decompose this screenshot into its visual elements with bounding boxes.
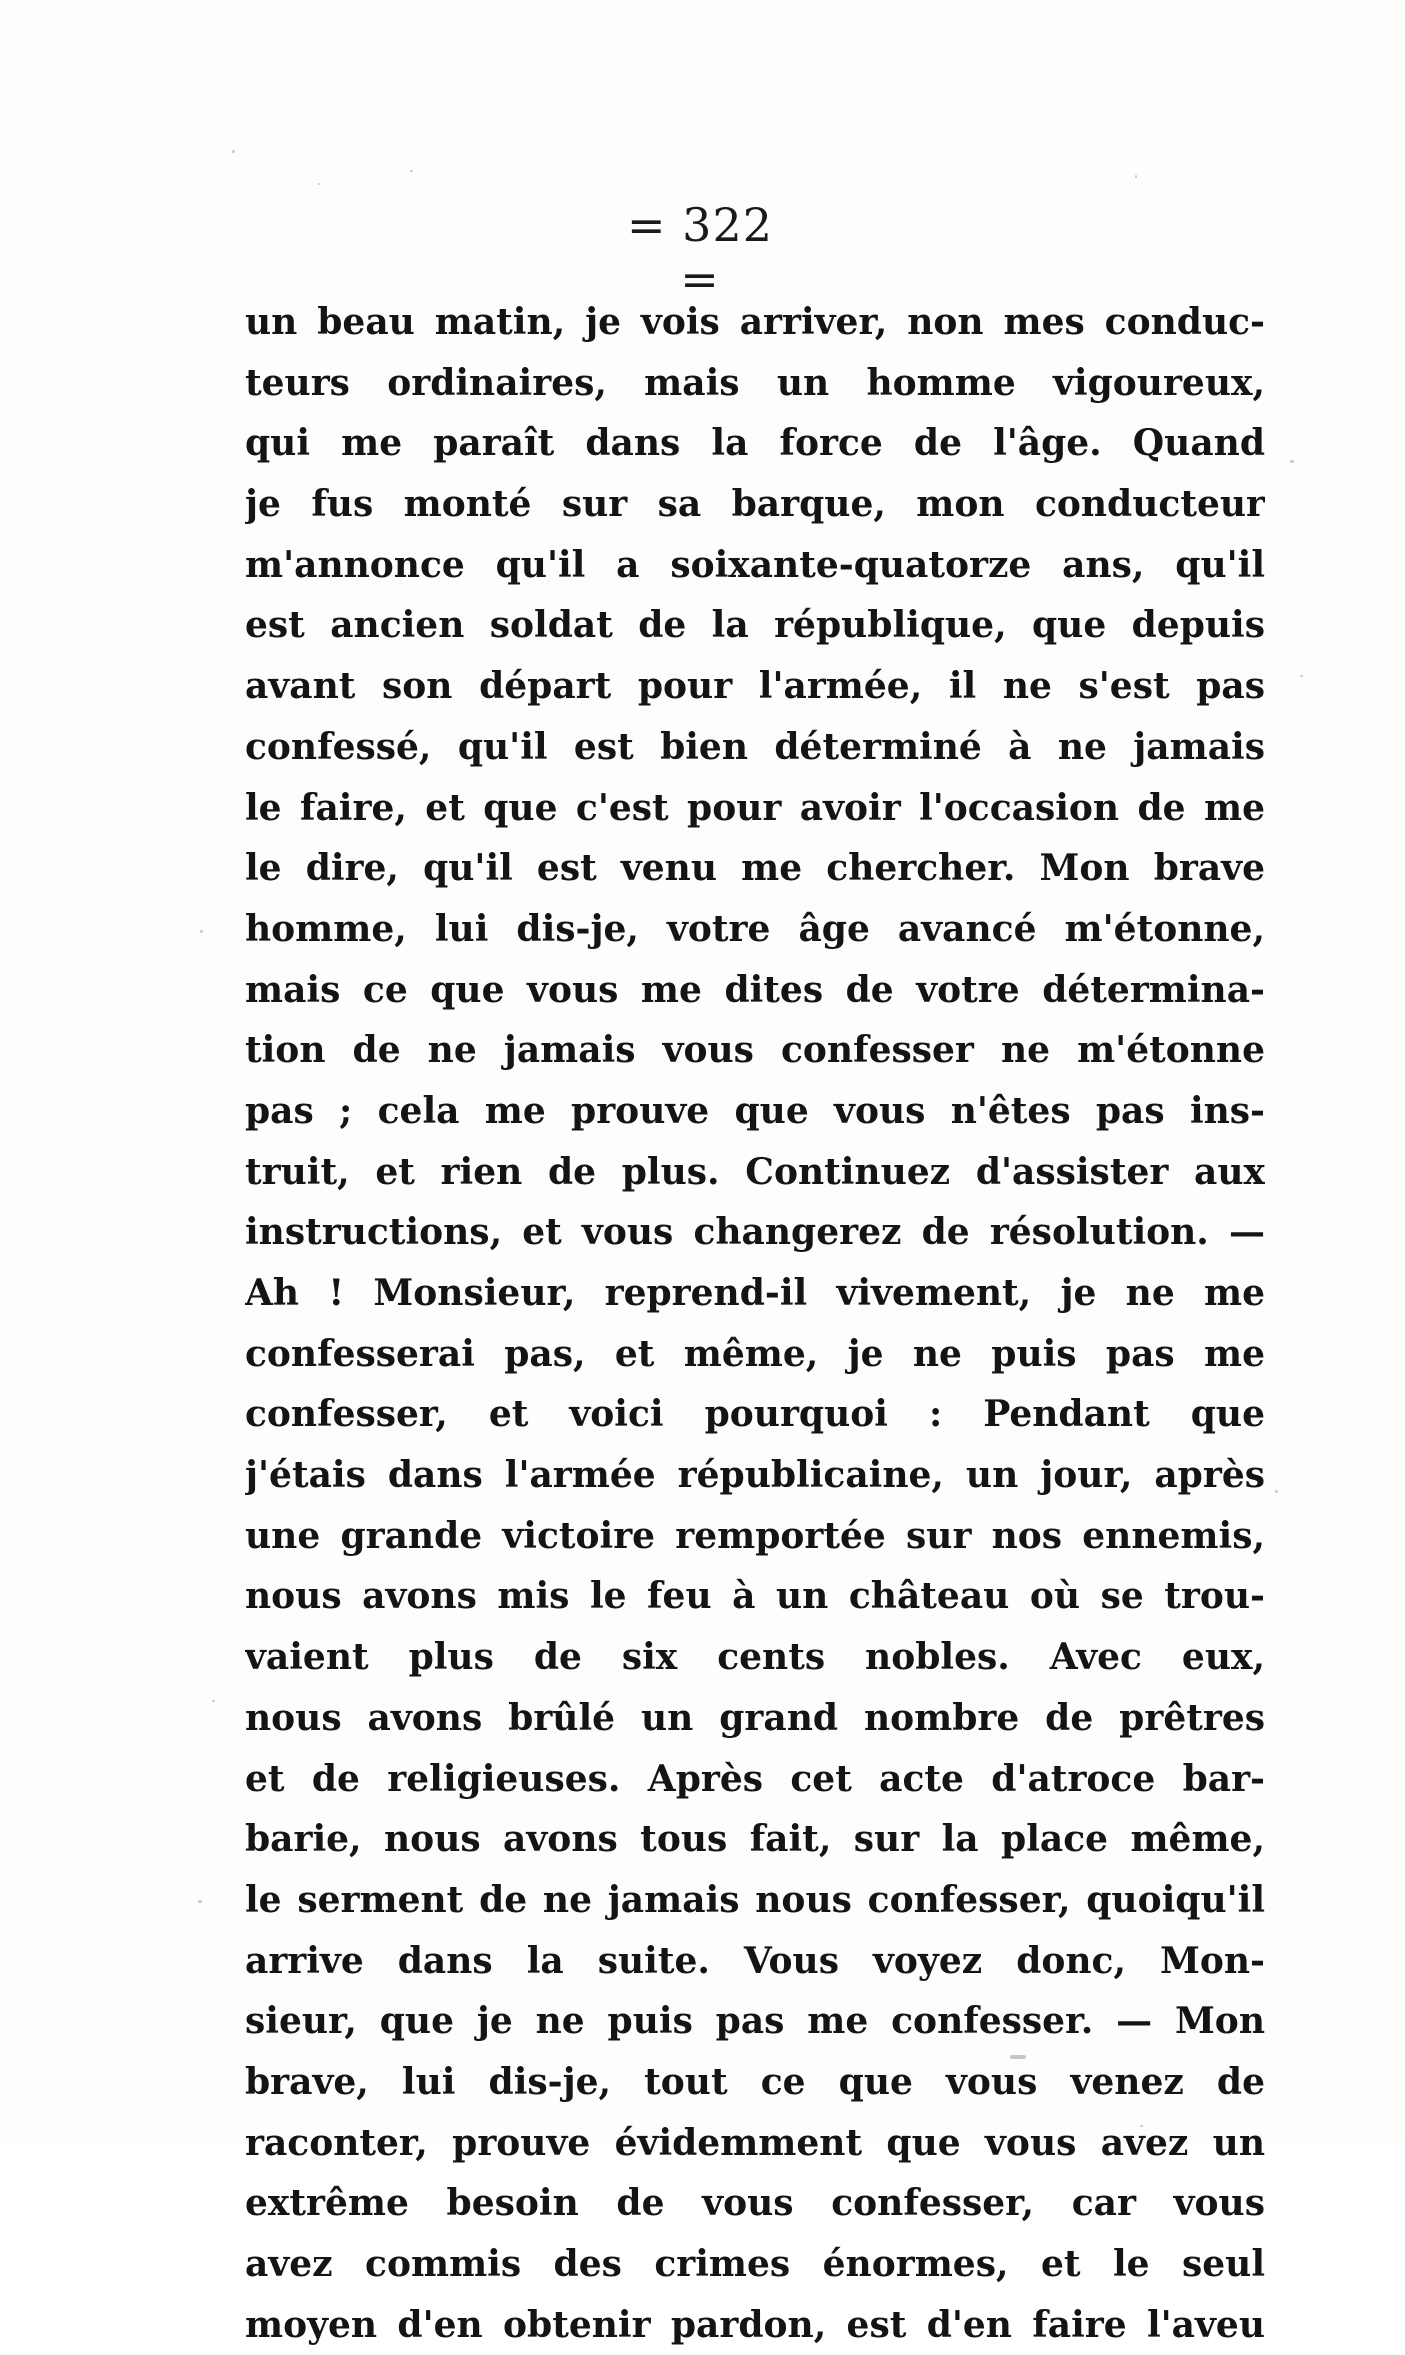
page-number: = 322 = [627,198,773,306]
text-line: teurs ordinaires, mais un homme vigoureux, [245,361,1265,404]
text-line: m'annonce qu'il a soixante-quatorze ans, qu'il [245,543,1265,586]
text-line: pas ; cela me prouve que vous n'êtes pas ins- [245,1089,1265,1132]
text-line: le dire, qu'il est venu me chercher. Mon brave [245,847,1265,890]
text-line: le serment de ne jamais nous confesser, quoiqu'il [245,1878,1265,1921]
speckle [1300,675,1303,677]
text-line: qui me paraît dans la force de l'âge. Quand [245,422,1265,465]
text-line: Ah ! Monsieur, reprend-il vivement, je ne me [245,1272,1265,1314]
speckle [212,1700,215,1702]
text-line: raconter, prouve évidemment que vous avez un [245,2121,1265,2164]
speckle [1290,460,1294,463]
text-line: est ancien soldat de la république, que depuis [245,604,1265,647]
text-line: moyen d'en obtenir pardon, est d'en faire l'aveu [245,2303,1265,2346]
text-line: une grande victoire remportée sur nos ennemis, [245,1514,1265,1557]
text-line: avez commis des crimes énormes, et le seul [245,2243,1265,2285]
speckle [1275,1490,1278,1493]
text-line: et de religieuses. Après cet acte d'atroce bar- [245,1757,1265,1800]
speckle [200,930,203,933]
text-line: confesser, et voici pourquoi : Pendant que [245,1393,1265,1436]
text-line: j'étais dans l'armée républicaine, un jour, après [245,1454,1265,1497]
text-line: confessé, qu'il est bien déterminé à ne jamais [245,725,1265,768]
body-text [245,292,1265,2355]
text-line: barie, nous avons tous fait, sur la place même, [245,1818,1265,1861]
text-line: tion de ne jamais vous confesser ne m'étonne [245,1029,1265,1072]
text-line: nous avons brûlé un grand nombre de prêtres [245,1696,1265,1739]
speckle [232,150,235,153]
text-line: brave, lui dis-je, tout ce que vous venez de [245,2060,1265,2103]
speckle [410,170,413,172]
speckle [198,1900,202,1903]
text-line: un beau matin, je vois arriver, non mes conduc- [245,301,1265,343]
text-line: sieur, que je ne puis pas me confesser. — Mon [245,2000,1265,2043]
text-line: extrême besoin de vous confesser, car vous [245,2182,1265,2225]
text-line: truit, et rien de plus. Continuez d'assister aux [245,1150,1265,1193]
text-line: avant son départ pour l'armée, il ne s'est pas [245,665,1265,708]
text-line: instructions, et vous changerez de résolution. — [245,1211,1265,1254]
text-line: vaient plus de six cents nobles. Avec eux, [245,1636,1265,1679]
text-line: homme, lui dis-je, votre âge avancé m'étonne, [245,907,1265,950]
speckle [1135,175,1137,178]
text-line: arrive dans la suite. Vous voyez donc, Mon- [245,1939,1265,1982]
text-line: le faire, et que c'est pour avoir l'occasion de me [245,786,1265,829]
text-line: confesserai pas, et même, je ne puis pas me [245,1332,1265,1375]
text-line: nous avons mis le feu à un château où se trou- [245,1575,1265,1618]
text-line: mais ce que vous me dites de votre détermina- [245,968,1265,1011]
speckle [318,183,320,185]
text-line: je fus monté sur sa barque, mon conducteur [245,483,1265,526]
